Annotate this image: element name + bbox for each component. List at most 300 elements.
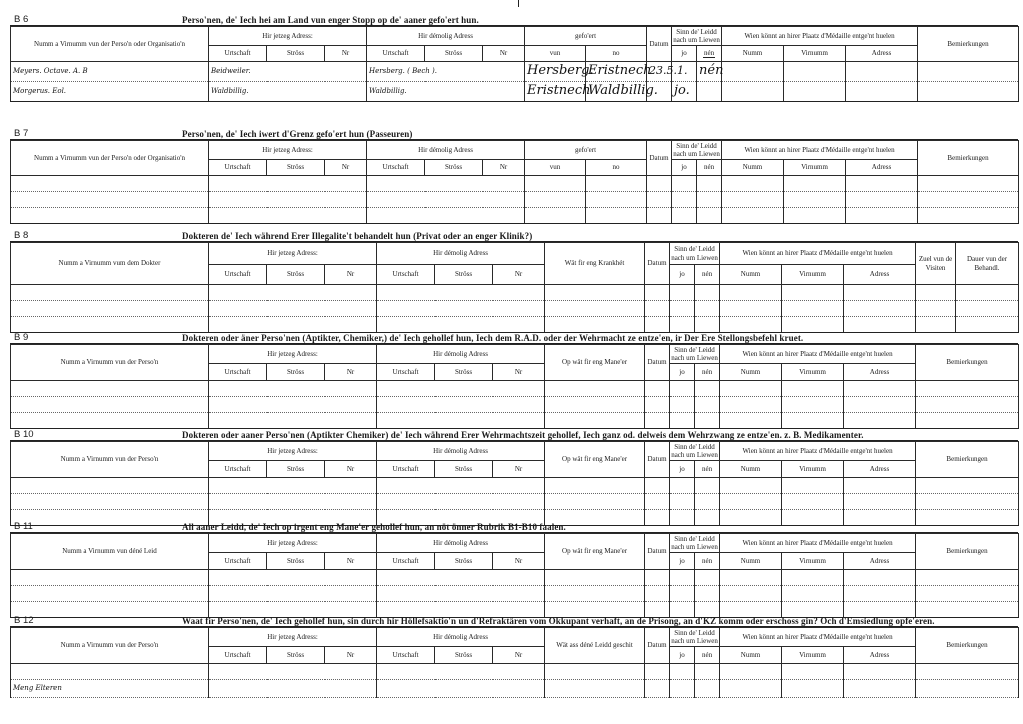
sub-urtschaft: Urtschaft [377,553,435,570]
blank-cell [782,680,844,698]
sub-virnumm: Virnumm [782,461,844,478]
blank-cell [720,301,782,317]
blank-cell [846,176,918,192]
blank-cell [670,285,695,301]
blank-cell [11,208,209,224]
blank-cell [782,381,844,397]
col-manner-header: Op wät fir eng Mane'er [545,442,645,478]
sub-numm: Numm [722,160,784,176]
col-current-address-header: Hir jetzeg Adress: [209,628,377,647]
sub-nr: Nr [483,160,525,176]
col-former-address-header: Hir démolig Adress [377,442,545,461]
blank-cell [209,381,377,397]
blank-cell [209,586,377,602]
section-b12 [10,614,1018,698]
blank-cell [844,478,916,494]
blank-cell [645,397,670,413]
blank-cell [545,570,645,586]
blank-cell [695,301,720,317]
blank-cell [645,586,670,602]
blank-cell [209,664,377,680]
blank-cell [720,397,782,413]
sub-no: no [586,46,647,62]
blank-cell [695,381,720,397]
sub-stross: Ströss [435,265,493,285]
blank-cell [916,285,956,301]
sub-urtschaft: Urtschaft [377,647,435,664]
blank-cell [720,478,782,494]
entry-adress [846,82,918,102]
b12-table [10,627,1019,698]
blank-cell [545,397,645,413]
sub-nr: Nr [493,461,545,478]
col-remarks-header: Bemierkungen [916,534,1019,570]
sub-adress: Adress [846,160,918,176]
blank-cell [844,301,916,317]
blank-cell [209,285,377,301]
blank-cell [720,285,782,301]
sub-numm: Numm [720,647,782,664]
blank-cell [720,680,782,698]
sub-nr: Nr [325,160,367,176]
blank-cell [11,176,209,192]
col-date-header: Datum [645,243,670,285]
blank-cell [784,176,846,192]
sub-jo: jo [670,265,695,285]
blank-cell [722,192,784,208]
blank-cell [11,570,209,586]
entry-nen: nén [697,62,722,82]
sub-jo: jo [672,46,697,62]
col-current-address-header: Hir jetzeg Adress: [209,243,377,265]
sub-nen: nén [695,647,720,664]
col-medal-header: Wien könnt an hirer Plaatz d'Médaille entge'nt huelen [720,628,916,647]
blank-cell [916,494,1019,510]
col-date-header: Datum [645,628,670,664]
col-remarks-header: Bemierkungen [916,442,1019,478]
blank-cell [918,176,1019,192]
sub-jo: jo [670,364,695,381]
b7-table [10,140,1019,224]
entry-current-town: Beidweiler. [209,62,367,82]
section-code: B 6 [14,14,29,25]
sub-urtschaft: Urtschaft [209,553,267,570]
sub-numm: Numm [720,265,782,285]
col-alive-header: Sinn de' Leidd nach um Liewen [673,141,720,158]
col-manner-header: Op wät fir eng Mane'er [545,345,645,381]
section-title: Dokteren oder äner Perso'nen (Aptikter, Chemiker,) de' Iech gehollef hun, Iech dem R.A.D. oder der Wehrmacht ze entze'en, ir Der Ere Stellongsbefehl kruet. [182,333,804,343]
sub-adress: Adress [844,553,916,570]
blank-cell [782,301,844,317]
blank-cell [377,494,545,510]
sub-virnumm: Virnumm [782,553,844,570]
blank-cell [844,586,916,602]
col-alive-header: Sinn de' Leidd nach um Liewen [671,442,718,459]
blank-cell [209,413,377,429]
sub-urtschaft: Urtschaft [209,46,267,62]
sub-numm: Numm [720,461,782,478]
blank-cell [844,664,916,680]
col-name-header: Numm a Virnumm vun der Perso'n [11,442,209,478]
section-title: Waat fir Perso'nen, de' Iech gehollef hun, sin durch hir Höllefsaktio'n un d'Refraktären vom Okkupant verhaft, an de Prisong, an d'KZ komm oder erschoss gin? Och d'Emsiedlung opfe'eren. [182,616,935,626]
sub-urtschaft: Urtschaft [209,461,267,478]
blank-cell [586,192,647,208]
col-transported-header: gefo'ert [525,27,647,46]
blank-cell [377,664,545,680]
blank-cell [645,664,670,680]
blank-cell [844,285,916,301]
blank-cell [956,301,1019,317]
col-date-header: Datum [647,27,672,62]
sub-virnumm: Virnumm [782,647,844,664]
blank-cell [586,208,647,224]
entry-remarks [918,82,1019,102]
blank-cell [672,176,697,192]
blank-cell [672,192,697,208]
sub-urtschaft: Urtschaft [367,46,425,62]
section-header [10,13,1018,26]
entry-to: Waldbillig. [586,82,647,102]
sub-stross: Ströss [267,160,325,176]
sub-numm: Numm [720,364,782,381]
blank-cell [209,680,377,698]
sub-numm: Numm [722,46,784,62]
entry-numm [722,62,784,82]
blank-cell [11,397,209,413]
blank-cell [377,586,545,602]
blank-cell [782,586,844,602]
blank-cell [695,494,720,510]
col-medal-header: Wien könnt an hirer Plaatz d'Médaille entge'nt huelen [722,141,918,160]
sub-stross: Ströss [425,160,483,176]
blank-cell [722,176,784,192]
section-title: All aaner Leidd, de' Iech op irgent eng Mane'er gehollef hun, an nöt önner Rubrik B1-B10 faalen. [182,522,566,532]
blank-cell [11,478,209,494]
b8-table [10,242,1019,333]
blank-cell [697,208,722,224]
col-manner-header: Op wät fir eng Mane'er [545,534,645,570]
blank-cell [844,494,916,510]
col-former-address-header: Hir démolig Adress [367,141,525,160]
blank-cell [782,664,844,680]
sub-stross: Ströss [267,553,325,570]
blank-cell [670,397,695,413]
col-remarks-header: Bemierkungen [916,345,1019,381]
sub-nen: nén [695,553,720,570]
col-what-happened-header: Wät ass déné Leidd geschit [545,628,645,664]
blank-cell [545,381,645,397]
sub-urtschaft: Urtschaft [377,265,435,285]
blank-cell [545,285,645,301]
sub-adress: Adress [844,364,916,381]
blank-cell [545,586,645,602]
sub-urtschaft: Urtschaft [367,160,425,176]
blank-cell [844,413,916,429]
blank-cell [782,285,844,301]
sub-nen [697,46,722,62]
blank-cell [545,301,645,317]
sub-virnumm: Virnumm [782,265,844,285]
blank-cell [377,397,545,413]
blank-cell [697,176,722,192]
blank-cell [11,413,209,429]
col-illness-header: Wät fir eng Krankhét [545,243,645,285]
col-medal-header: Wien könnt an hirer Plaatz d'Médaille entge'nt huelen [720,534,916,553]
blank-cell [916,397,1019,413]
col-former-address-header: Hir démolig Adress [367,27,525,46]
sub-nr: Nr [325,553,377,570]
sub-stross: Ströss [267,265,325,285]
col-remarks-header: Bemierkungen [916,628,1019,664]
col-current-address-header: Hir jetzeg Adress: [209,141,367,160]
blank-cell [916,586,1019,602]
sub-nr: Nr [325,46,367,62]
col-medal-header: Wien könnt an hirer Plaatz d'Médaille entge'nt huelen [722,27,918,46]
sub-nr: Nr [483,46,525,62]
sub-adress: Adress [846,46,918,62]
sub-nr: Nr [325,364,377,381]
blank-cell [670,413,695,429]
blank-cell [695,413,720,429]
blank-cell [697,192,722,208]
blank-cell [11,664,209,680]
blank-cell [367,176,525,192]
sub-stross: Ströss [267,364,325,381]
col-name-header: Numm a Virnumm vun der Perso'n [11,345,209,381]
blank-cell [525,192,586,208]
sub-nr: Nr [325,647,377,664]
entry-jo: jo. [672,82,697,102]
section-code: B 11 [14,521,33,532]
col-alive-header: Sinn de' Leidd nach um Liewen [671,345,718,362]
blank-cell [670,478,695,494]
col-name-header: Numm a Virnumm vun der Perso'n [11,628,209,664]
blank-cell [784,208,846,224]
blank-cell [695,478,720,494]
b11-table [10,533,1019,618]
blank-cell [670,570,695,586]
entry-former-address: Hersberg. ( Bech ). [367,62,525,82]
blank-cell [916,680,1019,698]
blank-cell [525,208,586,224]
col-name-header: Numm a Virnumm vun der Perso'n oder Organisatio'n [11,27,209,62]
section-header [10,127,1018,140]
sub-nen: nén [695,461,720,478]
blank-cell [645,301,670,317]
section-code: B 8 [14,230,29,241]
blank-cell [209,494,377,510]
col-current-address-header: Hir jetzeg Adress: [209,442,377,461]
blank-cell [672,208,697,224]
blank-cell [11,192,209,208]
sub-adress: Adress [844,461,916,478]
entry-remarks [918,62,1019,82]
entry-former-address: Waldbillig. [367,82,525,102]
blank-cell [695,664,720,680]
blank-cell [209,478,377,494]
col-duration-header: Dauer vun der Behandl. [956,243,1019,285]
blank-cell [209,192,367,208]
blank-cell [918,192,1019,208]
blank-cell [720,381,782,397]
blank-cell [784,192,846,208]
blank-cell [377,413,545,429]
blank-cell [367,192,525,208]
blank-cell [11,285,209,301]
blank-cell [722,208,784,224]
section-b9 [10,331,1018,429]
col-former-address-header: Hir démolig Adress [377,534,545,553]
blank-cell [11,586,209,602]
col-alive-header: Sinn de' Leidd nach um Liewen [671,628,718,645]
blank-cell [844,381,916,397]
col-alive-header: Sinn de' Leidd nach um Liewen [673,27,720,44]
col-alive-header: Sinn de' Leidd nach um Liewen [671,534,718,551]
blank-cell [720,586,782,602]
blank-cell [720,413,782,429]
col-transported-header: gefo'ert [525,141,647,160]
sub-stross: Ströss [435,553,493,570]
sub-stross: Ströss [267,647,325,664]
col-date-header: Datum [645,345,670,381]
blank-cell [545,680,645,698]
entry-current-town: Waldbillig. [209,82,367,102]
blank-cell [209,301,377,317]
blank-cell [918,208,1019,224]
blank-cell [11,494,209,510]
entry-virnumm [784,62,846,82]
blank-cell [209,176,367,192]
section-title: Dokteren oder aaner Perso'nen (Aptikter Chemiker) de' Iech während Erer Wehrmachtszeit gehollef, Iech ganz od. delweis dem Wehrzwang ze entze'en. z. B. Medikamenter. [182,430,864,440]
sub-nen: nén [695,265,720,285]
section-code: B 10 [14,429,34,440]
blank-cell [844,680,916,698]
col-former-address-header: Hir démolig Adress [377,628,545,647]
col-former-address-header: Hir démolig Adress [377,243,545,265]
entry-from: Hersberg. [525,62,586,82]
blank-cell [670,680,695,698]
col-current-address-header: Hir jetzeg Adress: [209,534,377,553]
section-code: B 12 [14,615,34,626]
blank-cell [844,397,916,413]
sub-jo: jo [670,647,695,664]
entry-name: Meyers. Octave. A. B [11,62,209,82]
blank-cell [916,413,1019,429]
blank-cell [367,208,525,224]
sub-stross: Ströss [435,461,493,478]
blank-cell [209,397,377,413]
sub-urtschaft: Urtschaft [377,461,435,478]
blank-cell [645,494,670,510]
blank-cell [645,413,670,429]
blank-cell [695,285,720,301]
sub-adress: Adress [844,265,916,285]
blank-cell [670,301,695,317]
blank-cell [782,397,844,413]
blank-cell [720,570,782,586]
blank-cell [720,664,782,680]
entry-from: Eristnech [525,82,586,102]
blank-cell [695,397,720,413]
sub-no: no [586,160,647,176]
blank-cell [844,570,916,586]
blank-cell [647,192,672,208]
sub-stross: Ströss [267,46,325,62]
col-remarks-header: Bemierkungen [918,141,1019,176]
sub-nr: Nr [493,553,545,570]
blank-cell [545,478,645,494]
blank-cell [645,381,670,397]
blank-cell [377,478,545,494]
b10-table [10,441,1019,526]
sub-adress: Adress [844,647,916,664]
blank-cell [377,680,545,698]
blank-cell [377,285,545,301]
blank-cell [525,176,586,192]
blank-cell [645,570,670,586]
col-current-address-header: Hir jetzeg Adress: [209,345,377,364]
blank-cell [670,664,695,680]
col-date-header: Datum [645,534,670,570]
col-current-address-header: Hir jetzeg Adress: [209,27,367,46]
entry-virnumm [784,82,846,102]
blank-cell [377,301,545,317]
section-b8 [10,229,1018,333]
col-alive-header: Sinn de' Leidd nach um Liewen [670,243,720,265]
blank-cell [647,176,672,192]
form-top-mark [518,0,519,7]
blank-cell [916,381,1019,397]
sub-nr: Nr [325,461,377,478]
section-title: Dokteren de' Iech während Erer Illegalite't behandelt hun (Privat oder an enger Klinik?) [182,231,533,241]
blank-cell [11,381,209,397]
sub-urtschaft: Urtschaft [209,160,267,176]
col-date-header: Datum [645,442,670,478]
entry-to: Eristnech [586,62,647,82]
sub-stross: Ströss [425,46,483,62]
col-remarks-header: Bemierkungen [918,27,1019,62]
section-b7 [10,127,1018,224]
blank-cell [695,586,720,602]
blank-cell [670,586,695,602]
entry-name: Morgerus. Eol. [11,82,209,102]
col-name-header: Numm a Virnumm vum dem Dokter [11,243,209,285]
b9-table [10,344,1019,429]
sub-nr: Nr [493,364,545,381]
b6-table [10,26,1019,102]
col-date-header: Datum [647,141,672,176]
col-name-header: Numm a Virnumm vun déné Leid [11,534,209,570]
section-header [10,331,1018,344]
blank-cell [782,494,844,510]
blank-cell [782,413,844,429]
sub-nr: Nr [325,265,377,285]
sub-jo: jo [672,160,697,176]
section-b10 [10,428,1018,526]
col-name-header: Numm a Virnumm vun der Perso'n oder Organisatio'n [11,141,209,176]
blank-cell [645,285,670,301]
section-header [10,614,1018,627]
sub-virnumm: Virnumm [784,160,846,176]
sub-jo: jo [670,553,695,570]
section-code: B 9 [14,332,29,343]
blank-cell [916,478,1019,494]
sub-urtschaft: Urtschaft [209,265,267,285]
sub-stross: Ströss [267,461,325,478]
entry-name: Meng Elteren [11,680,209,698]
sub-jo: jo [670,461,695,478]
sub-numm: Numm [720,553,782,570]
